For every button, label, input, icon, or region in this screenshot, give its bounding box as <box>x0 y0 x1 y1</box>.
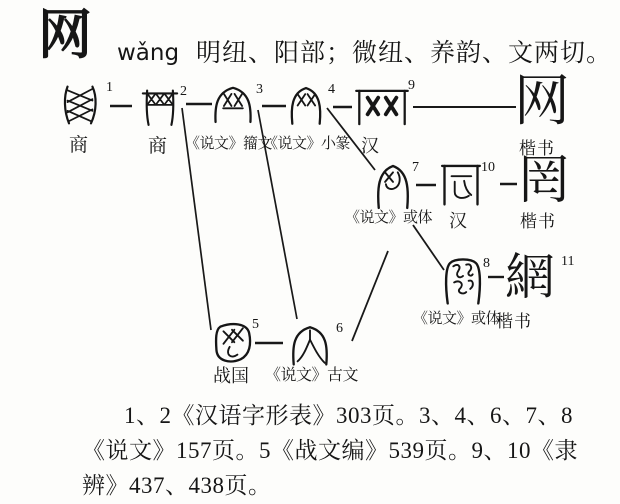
glyph-3-label: 《说文》籀文 <box>185 136 273 152</box>
footnote-line-3: 辨》437、438页。 <box>82 473 272 498</box>
glyph-1-number: 1 <box>106 80 113 95</box>
glyph-4-number: 4 <box>328 82 335 97</box>
headword-character: 网 <box>38 5 92 65</box>
glyph-7-number: 7 <box>412 160 419 175</box>
glyph-7-seal-variant-wang-icon <box>374 160 412 210</box>
glyph-11-number: 11 <box>561 254 575 269</box>
glyph-9-han-clerical-net-icon <box>354 84 410 128</box>
glyph-10-label: 汉 <box>449 211 467 231</box>
glyph-5-number: 5 <box>252 317 259 332</box>
glyph-8-number: 8 <box>483 256 490 271</box>
glyph-8-label: 《说文》或体 <box>413 311 501 327</box>
glyph-10-han-clerical-wang-icon <box>439 160 483 208</box>
glyph-2-oracle-crossbar-net-icon <box>140 87 180 127</box>
glyph-9-label: 汉 <box>361 136 379 156</box>
kaishu-wang-character: 网 <box>514 71 570 133</box>
glyph-6-guwen-net-icon <box>287 321 333 366</box>
glyph-8-seal-variant-silk-net-icon <box>442 255 484 305</box>
glyph-2-number: 2 <box>180 84 187 99</box>
kaishu-wang-label: 楷书 <box>519 139 555 158</box>
glyph-7-label: 《说文》或体 <box>345 210 433 226</box>
glyph-9-number: 9 <box>408 78 415 93</box>
pinyin: wǎng <box>117 40 180 66</box>
glyph-6-label: 《说文》古文 <box>265 367 359 384</box>
glyph-3-number: 3 <box>256 82 263 97</box>
kaishu-wang3-character: 罔 <box>518 153 571 210</box>
footnote-line-1: 1、2《汉语字形表》303页。3、4、6、7、8 <box>124 403 573 428</box>
kaishu-wang4-character: 網 <box>505 249 555 305</box>
kaishu-wang3-label: 楷书 <box>520 212 556 231</box>
footnote-line-2: 《说文》157页。5《战文编》539页。9、10《隶 <box>82 438 578 463</box>
glyph-10-number: 10 <box>481 160 495 175</box>
glyph-1-label: 商 <box>69 135 89 156</box>
glyph-4-small-seal-net-icon <box>287 82 325 126</box>
kaishu-wang4-label: 楷书 <box>496 312 532 331</box>
glyph-5-warring-states-net-icon <box>211 320 253 366</box>
glyph-3-zhouwen-net-icon <box>211 82 255 124</box>
glyph-5-label: 战国 <box>213 366 249 386</box>
glyph-4-label: 《说文》小篆 <box>263 136 351 152</box>
glyph-2-label: 商 <box>148 136 168 157</box>
phonology-line: 明纽、阳部；微纽、养韵、文两切。 <box>196 40 613 67</box>
glyph-6-number: 6 <box>336 321 343 336</box>
glyph-1-oracle-lattice-net-icon <box>58 84 102 126</box>
